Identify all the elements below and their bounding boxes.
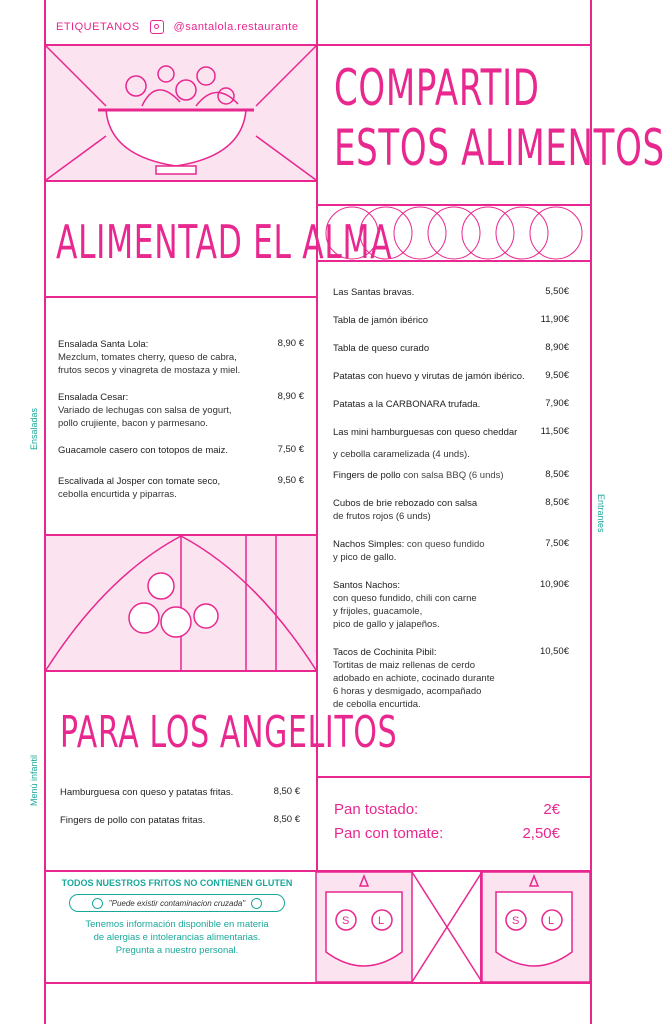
salad-name: Ensalada Cesar: [58, 392, 129, 403]
side-label-infantil: Menú infantil [29, 754, 39, 806]
salad-price: 7,50 € [277, 444, 304, 455]
starter-name: Las Santas bravas. [333, 287, 415, 298]
starter-extra: con queso fundido [404, 539, 485, 550]
starter-description: de frutos rojos (6 unds) [333, 511, 431, 522]
starter-item [333, 370, 569, 383]
starter-item [333, 342, 569, 355]
allergy-info-line: Tenemos información disponible en materia [85, 919, 269, 930]
salad-item [58, 338, 304, 377]
bread-item-price: 2€ [543, 801, 560, 818]
svg-text:L: L [378, 915, 385, 927]
starter-description: y pico de gallo. [333, 552, 397, 563]
svg-text:L: L [548, 915, 555, 927]
salad-description: Mezclum, tomates cherry, queso de cabra, [58, 352, 237, 363]
salads-list [58, 338, 304, 501]
starter-price: 8,50€ [545, 497, 569, 508]
starter-description: y frijoles, guacamole, [333, 606, 423, 617]
salad-price: 8,90 € [277, 338, 304, 349]
starter-name: Santos Nachos: [333, 580, 401, 591]
starter-item [333, 426, 569, 461]
side-label-entrantes: Entrantes [596, 494, 606, 533]
bread-list [334, 798, 560, 846]
gluten-title: TODOS NUESTROS FRITOS NO CONTIENEN GLUTEN [61, 878, 293, 888]
gluten-notice [46, 878, 308, 957]
starter-price: 7,50€ [545, 538, 569, 549]
starter-description: con queso fundido, chili con carne [333, 593, 477, 604]
kids-item-price: 8,50 € [273, 786, 300, 797]
kids-item [60, 814, 300, 827]
wheat-icon [92, 898, 103, 909]
instagram-icon [150, 20, 164, 34]
side-label-ensaladas: Ensaladas [29, 407, 39, 450]
starter-name: Tacos de Cochinita Pibil: [333, 647, 437, 658]
kids-item-price: 8,50 € [273, 814, 300, 825]
bread-item [334, 822, 560, 846]
svg-text:S: S [342, 915, 350, 927]
starter-description: de cebolla encurtida. [333, 699, 421, 710]
starter-extra: con salsa BBQ (6 unds) [400, 470, 504, 481]
starter-item [333, 469, 569, 482]
ornament-illustration [46, 536, 316, 670]
starter-name: Tabla de queso curado [333, 343, 430, 354]
salad-item [58, 391, 304, 430]
starter-item [333, 314, 569, 327]
starter-item [333, 579, 569, 631]
share-title-line2: ESTOS ALIMENTOS [334, 119, 665, 177]
kids-item-name: Fingers de pollo con patatas fritas. [60, 815, 206, 826]
starter-description: 6 horas y desmigado, acompañado [333, 686, 482, 697]
starter-price: 5,50€ [545, 286, 569, 297]
tag-label: ETIQUETANOS [56, 21, 140, 33]
salad-price: 8,90 € [277, 391, 304, 402]
frame-line [316, 776, 592, 778]
starter-price: 11,90€ [540, 314, 569, 325]
starter-name: Tabla de jamón ibérico [333, 315, 429, 326]
share-title [334, 58, 665, 178]
frame-line [44, 670, 316, 672]
kids-title: PARA LOS ANGELITOS [60, 707, 398, 758]
svg-text:S: S [512, 915, 520, 927]
kids-item-name: Hamburguesa con queso y patatas fritas. [60, 787, 234, 798]
salad-name: Ensalada Santa Lola: [58, 339, 149, 350]
instagram-handle: @santalola.restaurante [173, 21, 299, 33]
salad-description: Variado de lechugas con salsa de yogurt, [58, 405, 232, 416]
starter-price: 9,50€ [545, 370, 569, 381]
salad-item [58, 444, 304, 457]
social-bar [56, 20, 298, 34]
kids-list [60, 786, 300, 827]
kids-item [60, 786, 300, 799]
starter-item [333, 646, 569, 711]
starter-description: Tortitas de maiz rellenas de cerdo [333, 660, 476, 671]
starter-price: 10,90€ [539, 579, 569, 590]
starter-item [333, 538, 569, 564]
starter-name: Nachos Simples: [333, 539, 405, 550]
starter-item [333, 497, 569, 523]
starter-description: pico de gallo y jalapeños. [333, 619, 440, 630]
allergy-info [46, 918, 308, 957]
soul-title: ALIMENTAD EL ALMA [56, 215, 393, 269]
contamination-note: "Puede existir contaminacion cruzada" [108, 898, 246, 908]
starter-price: 8,90€ [545, 342, 569, 353]
salad-price: 9,50 € [277, 475, 304, 486]
starter-price: 7,90€ [545, 398, 569, 409]
logo-masks [316, 872, 590, 982]
starter-price: 8,50€ [545, 469, 569, 480]
starter-name: Fingers de pollo [333, 470, 401, 481]
bread-item-name: Pan tostado: [334, 801, 419, 818]
wheat-icon [251, 898, 262, 909]
bread-item-price: 2,50€ [522, 825, 560, 842]
starter-name: Cubos de brie rebozado con salsa [333, 498, 478, 509]
salad-bowl-illustration [46, 46, 316, 180]
salad-description: frutos secos y vinagreta de mostaza y miel. [58, 365, 241, 376]
starter-name: Las mini hamburguesas con queso cheddar [333, 427, 518, 438]
bread-item [334, 798, 560, 822]
bread-item-name: Pan con tomate: [334, 825, 444, 842]
starter-description: adobado en achiote, cocinado durante [333, 673, 495, 684]
frame-line [44, 296, 316, 298]
salad-item [58, 475, 304, 501]
starter-name: Patatas a la CARBONARA trufada. [333, 399, 481, 410]
starters-list [333, 286, 569, 711]
salad-name: Escalivada al Josper con tomate seco, [58, 476, 221, 487]
starter-price: 11,50€ [540, 426, 569, 437]
salad-description: pollo crujiente, bacon y parmesano. [58, 418, 208, 429]
contamination-pill [69, 894, 285, 912]
starter-item [333, 286, 569, 299]
starter-item [333, 398, 569, 411]
frame-line [44, 180, 316, 182]
allergy-info-line: Pregunta a nuestro personal. [115, 945, 239, 956]
starter-price: 10,50€ [539, 646, 569, 657]
salad-name: Guacamole casero con totopos de maiz. [58, 445, 229, 456]
share-title-line1: COMPARTID [334, 59, 540, 117]
salad-description: cebolla encurtida y piparras. [58, 489, 177, 500]
allergy-info-line: de alergias e intolerancias alimentarias. [93, 932, 261, 943]
starter-description: y cebolla caramelizada (4 unds). [333, 449, 470, 460]
starter-name: Patatas con huevo y virutas de jamón ibérico. [333, 371, 525, 382]
